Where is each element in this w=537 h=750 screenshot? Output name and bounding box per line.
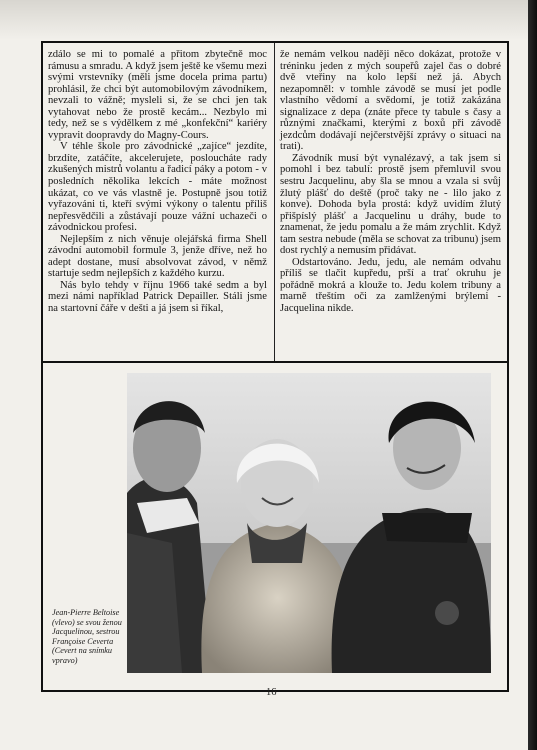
right-paragraph-2: Závodník musí být vynalézavý, a tak jsem si pomohl i bez tabulí: prostě jsem přemluvil svou sestru Jacquelinu, aby šla se mnou a vzala si svůj žlutý plášť do deště (proč taky ne - lilo jako z konve). Dohoda byla prostá: když uvidím žlutý přišpíslý plášť a Jacquelinu u dráhy, bude to znamenat, že jedu pomalu a že mám zrychlit. Když tam sestra nebude (měla se schovat za tribunu) jsem dost rychlý a nemusím přidávat. — [280, 152, 501, 257]
left-paragraph-4: Nás bylo tehdy v říjnu 1966 také sedm a byl mezi námi například Patrick Depailler. Stáli jsme na startovní čáře v dešti a já jsem si říkal, — [48, 279, 267, 315]
photo-caption: Jean-Pierre Beltoise (vlevo) se svou ženou Jacquelinou, sestrou Françoise Ceverta (Cevert na snímku vpravo) — [52, 608, 122, 665]
right-paragraph-1: že nemám velkou naději něco dokázat, protože v tréninku jeden z mých soupeřů zajel čas o dobré dvě vteřiny na kolo lepší než já. Abych nezapomněl: v tomhle závodě se musí jet podle vlastního vědomí a svědomí, je totiž zakázána signalizace z depa (znáte přece ty tabule s časy a různými značkami, kterými z boxů při závodě jezdcům dodávají nejčerstvější zprávy o situaci na trati). — [280, 49, 501, 153]
left-paragraph-3: Nejlepším z nich věnuje olejářská firma Shell závodní automobil formule 3, jenže dříve, než ho adept dostane, musí absolvovat závod, v němž startuje sedm nejlepších z každého kurzu. — [48, 233, 267, 280]
column-divider — [274, 43, 275, 361]
right-paragraph-3: Odstartováno. Jedu, jedu, ale nemám odvahu příliš se tlačit kupředu, prší a trať okruhu je pořádně mokrá a klouže to. Jedu kolem tribuny a marně třeštím oči za zamlženými brýlemi - Jacquelina nikde. — [280, 256, 501, 315]
photo-illustration — [127, 373, 491, 673]
page-number: 16 — [266, 687, 277, 698]
page-top-shadow — [0, 0, 528, 40]
left-column — [48, 49, 267, 315]
left-paragraph-1: zdálo se mi to pomalé a přitom zbytečně moc rámusu a smradu. A když jsem ještě ke všemu mezi svými vrstevníky (měli jsme docela prima partu) prohlásil, že chci být automobilovým závodníkem, nevzali to vážně; mysleli si, že se chci jen tak vytahovat nebo že prostě kecám... Nezbylo mi tedy, než se s výdělkem z mé „konfekční“ kariéry vypravit doopravdy do Magny-Cours. — [48, 49, 267, 141]
photo — [127, 373, 491, 673]
right-column — [280, 49, 501, 315]
text-photo-divider — [43, 361, 507, 363]
page-edge — [528, 0, 537, 750]
left-paragraph-2: V téhle škole pro závodnické „zajíce“ jezdíte, brzdíte, zatáčíte, akcelerujete, posloucháte rady zkušených mistrů volantu a řadicí páky a potom - v posledních několika lekcích - máte možnost ukázat, co ve vás vlastně je. Postupně jsou totiž vyřazováni ti, kteří svými výkony o talentu příliš nepřesvědčili a zůstávají pouze vážní uchazeči o závodnickou profesi. — [48, 141, 267, 234]
